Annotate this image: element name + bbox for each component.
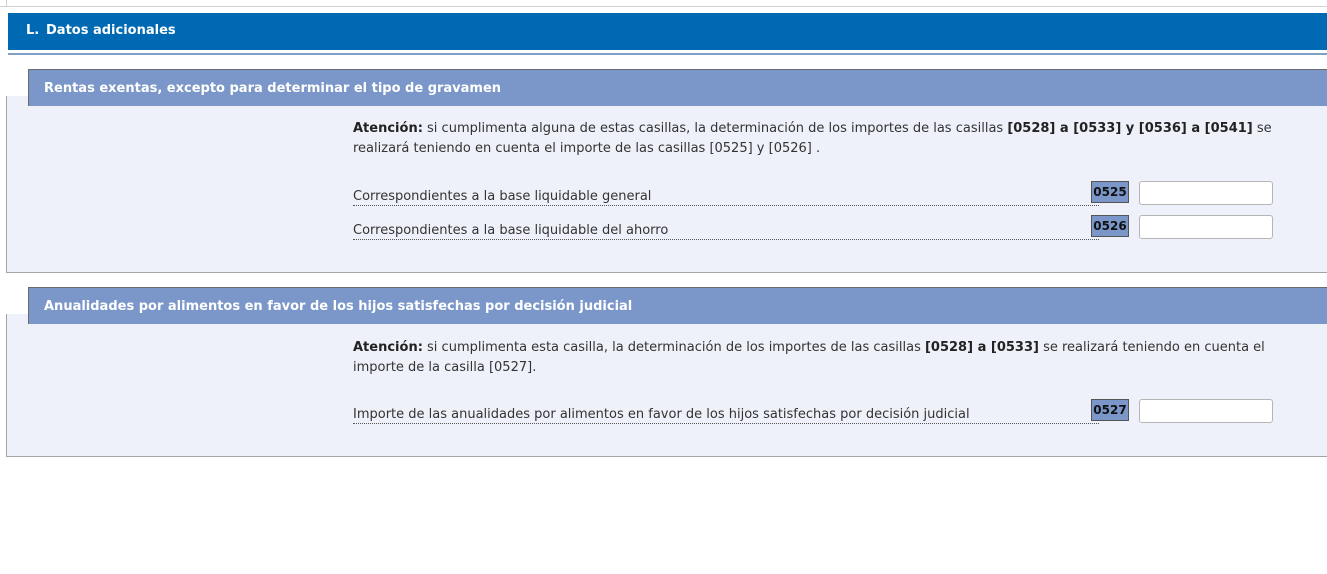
field-label: Correspondientes a la base liquidable del ahorro	[353, 223, 669, 238]
section-header	[8, 13, 1327, 53]
field-input-0527[interactable]	[1139, 399, 1273, 423]
box-code-0527: 0527	[1091, 399, 1129, 421]
field-row-0527	[353, 401, 1273, 423]
box-code-0526: 0526	[1091, 215, 1129, 237]
top-divider	[0, 0, 1327, 7]
group-title: Rentas exentas, excepto para determinar el tipo de gravamen	[44, 81, 502, 96]
notice-text: si cumplimenta alguna de estas casillas, la determinación de los importes de las casillas	[422, 121, 1008, 136]
field-label: Correspondientes a la base liquidable general	[353, 189, 652, 204]
notice	[353, 119, 1313, 159]
notice-text: si cumplimenta esta casilla, la determinación de los importes de las casillas	[422, 340, 925, 355]
group-rentas-exentas	[6, 81, 1327, 273]
notice-text: se realizará teniendo en cuenta el importe de las casillas [0525] y [0526] .	[353, 121, 1272, 156]
notice-text: se realizará teniendo en cuenta el importe de la casilla [0527].	[353, 340, 1265, 375]
group-title: Anualidades por alimentos en favor de los hijos satisfechas por decisión judicial	[44, 299, 633, 314]
field-input-0526[interactable]	[1139, 215, 1273, 239]
notice-bold: [0528] a [0533] y [0536] a [0541]	[1007, 121, 1253, 136]
field-row-0525	[353, 183, 1273, 205]
field-label: Importe de las anualidades por alimentos en favor de los hijos satisfechas por decisión judicial	[353, 407, 970, 422]
section-letter: L.	[26, 23, 40, 38]
group-header	[28, 287, 1327, 324]
leader-dots	[353, 205, 1099, 206]
notice-lead: Atención:	[353, 340, 423, 355]
notice-lead: Atención:	[353, 121, 423, 136]
notice-bold: [0528] a [0533]	[924, 340, 1039, 355]
leader-dots	[353, 239, 1099, 240]
field-row-0526	[353, 217, 1273, 239]
field-input-0525[interactable]	[1139, 181, 1273, 205]
group-header	[28, 69, 1327, 106]
section-title: Datos adicionales	[46, 23, 176, 38]
notice	[353, 338, 1313, 378]
box-code-0525: 0525	[1091, 181, 1129, 203]
group-anualidades	[6, 299, 1327, 457]
leader-dots	[353, 423, 1099, 424]
